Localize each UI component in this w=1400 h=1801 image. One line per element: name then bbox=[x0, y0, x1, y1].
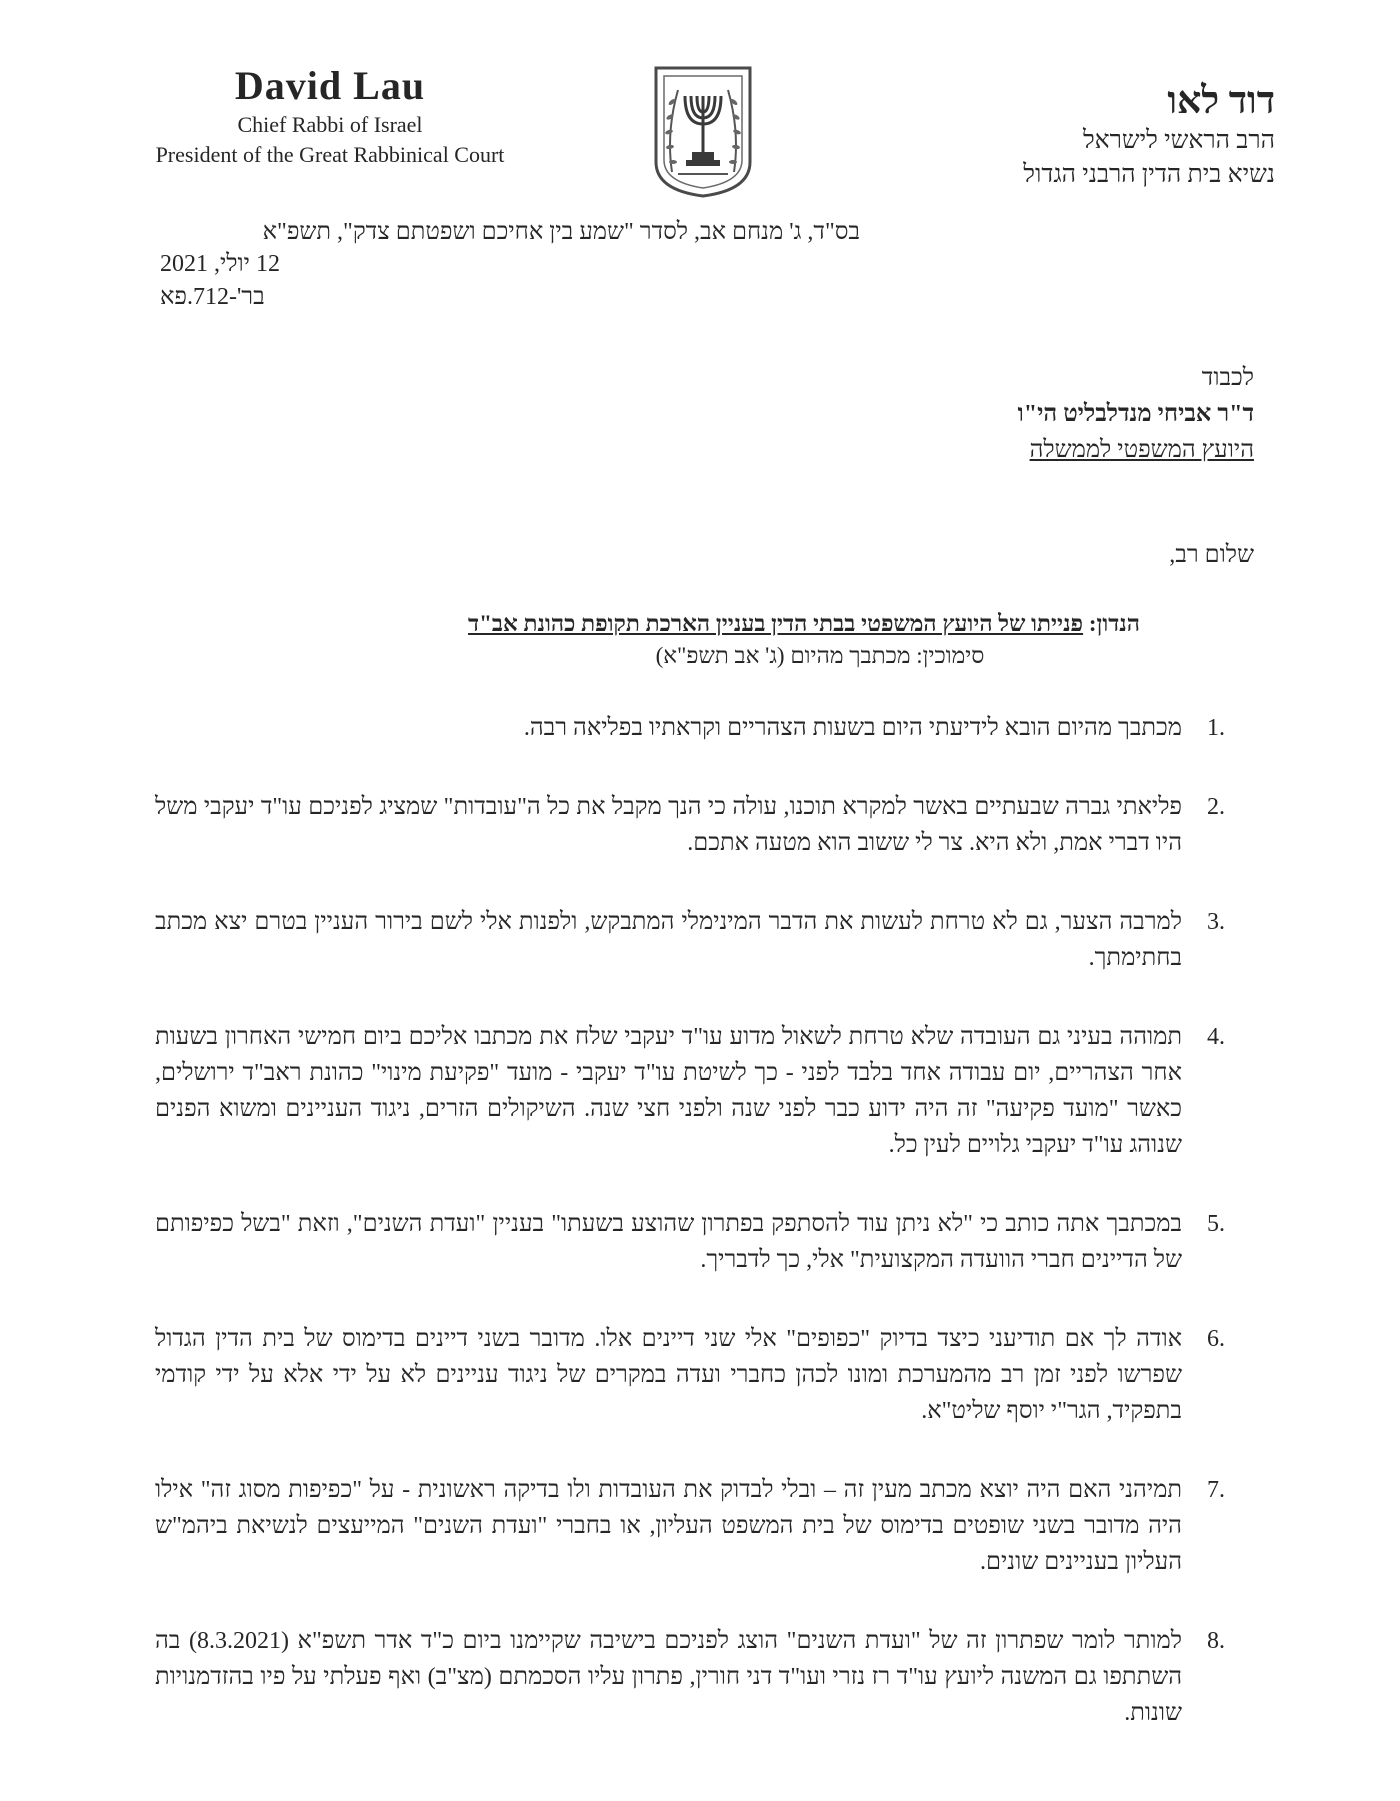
addressee-name: ד"ר אביחי מנדלבליט הי"ו bbox=[1017, 401, 1254, 427]
subject-reference: סימוכין: מכתבך מהיום (ג' אב תשפ"א) bbox=[655, 643, 985, 668]
paragraph-text: אודה לך אם תודיעני כיצד בדיוק "כפופים" אלי שני דיינים אלו. מדובר בשני דיינים בדימוס של בית הדין הגדול שפרשו לפני זמן רב מהמערכת ומונו לכהן כחברי ועדה במקרים של ניגוד עניינים לא על ידי אלא על ידי קודמי בתפקיד, הגר"י יוסף שליט"א. bbox=[155, 1326, 1182, 1424]
paragraph-3 bbox=[155, 904, 1250, 976]
subject-text: פנייתו של היועץ המשפטי בבתי הדין בעניין הארכת תקופת כהונת אב"ד bbox=[468, 611, 1084, 636]
letterhead-hebrew-position: נשיא בית הדין הרבני הגדול bbox=[1023, 161, 1275, 188]
civil-date: 12 יולי, 2021 bbox=[160, 251, 280, 277]
subject-label: הנדון: bbox=[1088, 611, 1140, 636]
letterhead-english-position: President of the Great Rabbinical Court bbox=[155, 142, 505, 167]
letterhead-hebrew-title: הרב הראשי לישראל bbox=[1082, 127, 1275, 154]
paragraph-number: .4 bbox=[1207, 1024, 1225, 1050]
addressee bbox=[654, 360, 1254, 468]
letterhead-english-title: Chief Rabbi of Israel bbox=[237, 112, 423, 137]
paragraph-8 bbox=[155, 1623, 1250, 1731]
dateline-secondary bbox=[160, 248, 280, 314]
letterhead-hebrew bbox=[835, 78, 1275, 192]
paragraph-text: פליאתי גברה שבעתיים באשר למקרא תוכנו, עולה כי הנך מקבל את כל ה"עובדות" שמציג לפניכם עו"ד יעקבי משל היו דברי אמת, ולא היא. צר לי ששוב הוא מטעה אתכם. bbox=[155, 794, 1182, 856]
paragraph-text: תמוהה בעיני גם העובדה שלא טרחת לשאול מדוע עו"ד יעקבי שלח את מכתבו אליכם ביום חמישי האחרון בשעות אחר הצהריים, יום עבודה אחד בלבד לפני - כך לשיטת עו"ד יעקבי - מועד "פקיעת מינוי" כהונת ראב"ד ירושלים, כאשר "מועד פקיעה" זה היה ידוע כבר לפני שנה ולפני חצי שנה. השיקולים הזרים, ניגוד העניינים ומשוא הפנים שנוהג עו"ד יעקבי גלויים לעין כל. bbox=[155, 1024, 1182, 1158]
paragraph-number: .7 bbox=[1207, 1477, 1225, 1503]
paragraph-text: תמיהני האם היה יוצא מכתב מעין זה – ובלי לבדוק את העובדות ולו בדיקה ראשונית - על "כפיפות מסוג זה" אילו היה מדובר בשני שופטים בדימוס של בית המשפט העליון, או בחברי "ועדת השנים" המייעצים לנשיאת ביהמ"ש העליון בעניינים שונים. bbox=[155, 1477, 1182, 1575]
reference-number: בר'-712.פא bbox=[160, 284, 265, 310]
letterhead-english-name: David Lau bbox=[234, 63, 426, 108]
paragraph-number: .2 bbox=[1207, 794, 1225, 820]
paragraph-text: למרבה הצער, גם לא טרחת לעשות את הדבר המינימלי המתבקש, ולפנות אלי לשם בירור העניין בטרם יצא מכתב בחתימתך. bbox=[155, 909, 1182, 971]
paragraph-7 bbox=[155, 1472, 1250, 1580]
addressee-role: היועץ המשפטי לממשלה bbox=[1029, 437, 1254, 463]
paragraph-text: במכתבך אתה כותב כי "לא ניתן עוד להסתפק בפתרון שהוצע בשעתו" בעניין "ועדת השנים", וזאת "בשל כפיפותם של הדיינים חברי הוועדה המקצועית" אלי, כך לדבריך. bbox=[155, 1211, 1182, 1273]
paragraph-number: .5 bbox=[1207, 1211, 1225, 1237]
paragraph-number: .3 bbox=[1207, 909, 1225, 935]
paragraph-1 bbox=[155, 710, 1250, 746]
paragraph-2 bbox=[155, 789, 1250, 861]
paragraph-number: .8 bbox=[1207, 1628, 1225, 1654]
paragraph-text: למותר לומר שפתרון זה של "ועדת השנים" הוצג לפניכם בישיבה שקיימנו ביום כ"ד אדר תשפ"א (8.3.2021) בה השתתפו גם המשנה ליועץ עו"ד רז נזרי ועו"ד דני חורין, פתרון עליו הסכמתם (מצ"ב) ואף פעלתי על פיו בהזדמנויות שונות. bbox=[155, 1628, 1182, 1726]
subject-block bbox=[240, 608, 1140, 672]
paragraph-number: .1 bbox=[1207, 715, 1225, 741]
paragraph-5 bbox=[155, 1206, 1250, 1278]
hebrew-date: בס"ד, ג' מנחם אב, לסדר "שמע בין אחיכם ושפטתם צדק", תשפ"א bbox=[262, 219, 860, 245]
paragraph-number: .6 bbox=[1207, 1326, 1225, 1352]
paragraph-6 bbox=[155, 1321, 1250, 1429]
addressee-honorific: לכבוד bbox=[1201, 365, 1254, 391]
paragraph-4 bbox=[155, 1019, 1250, 1163]
state-emblem-icon bbox=[648, 62, 758, 200]
letterhead-hebrew-name: דוד לאו bbox=[1167, 80, 1275, 122]
subject-line bbox=[240, 608, 1140, 640]
numbered-paragraphs bbox=[155, 710, 1250, 1774]
letterhead-english bbox=[120, 62, 540, 170]
paragraph-text: מכתבך מהיום הובא לידיעתי היום בשעות הצהריים וקראתיו בפליאה רבה. bbox=[523, 715, 1182, 741]
greeting: שלום רב, bbox=[1169, 542, 1254, 568]
dateline bbox=[160, 216, 860, 249]
